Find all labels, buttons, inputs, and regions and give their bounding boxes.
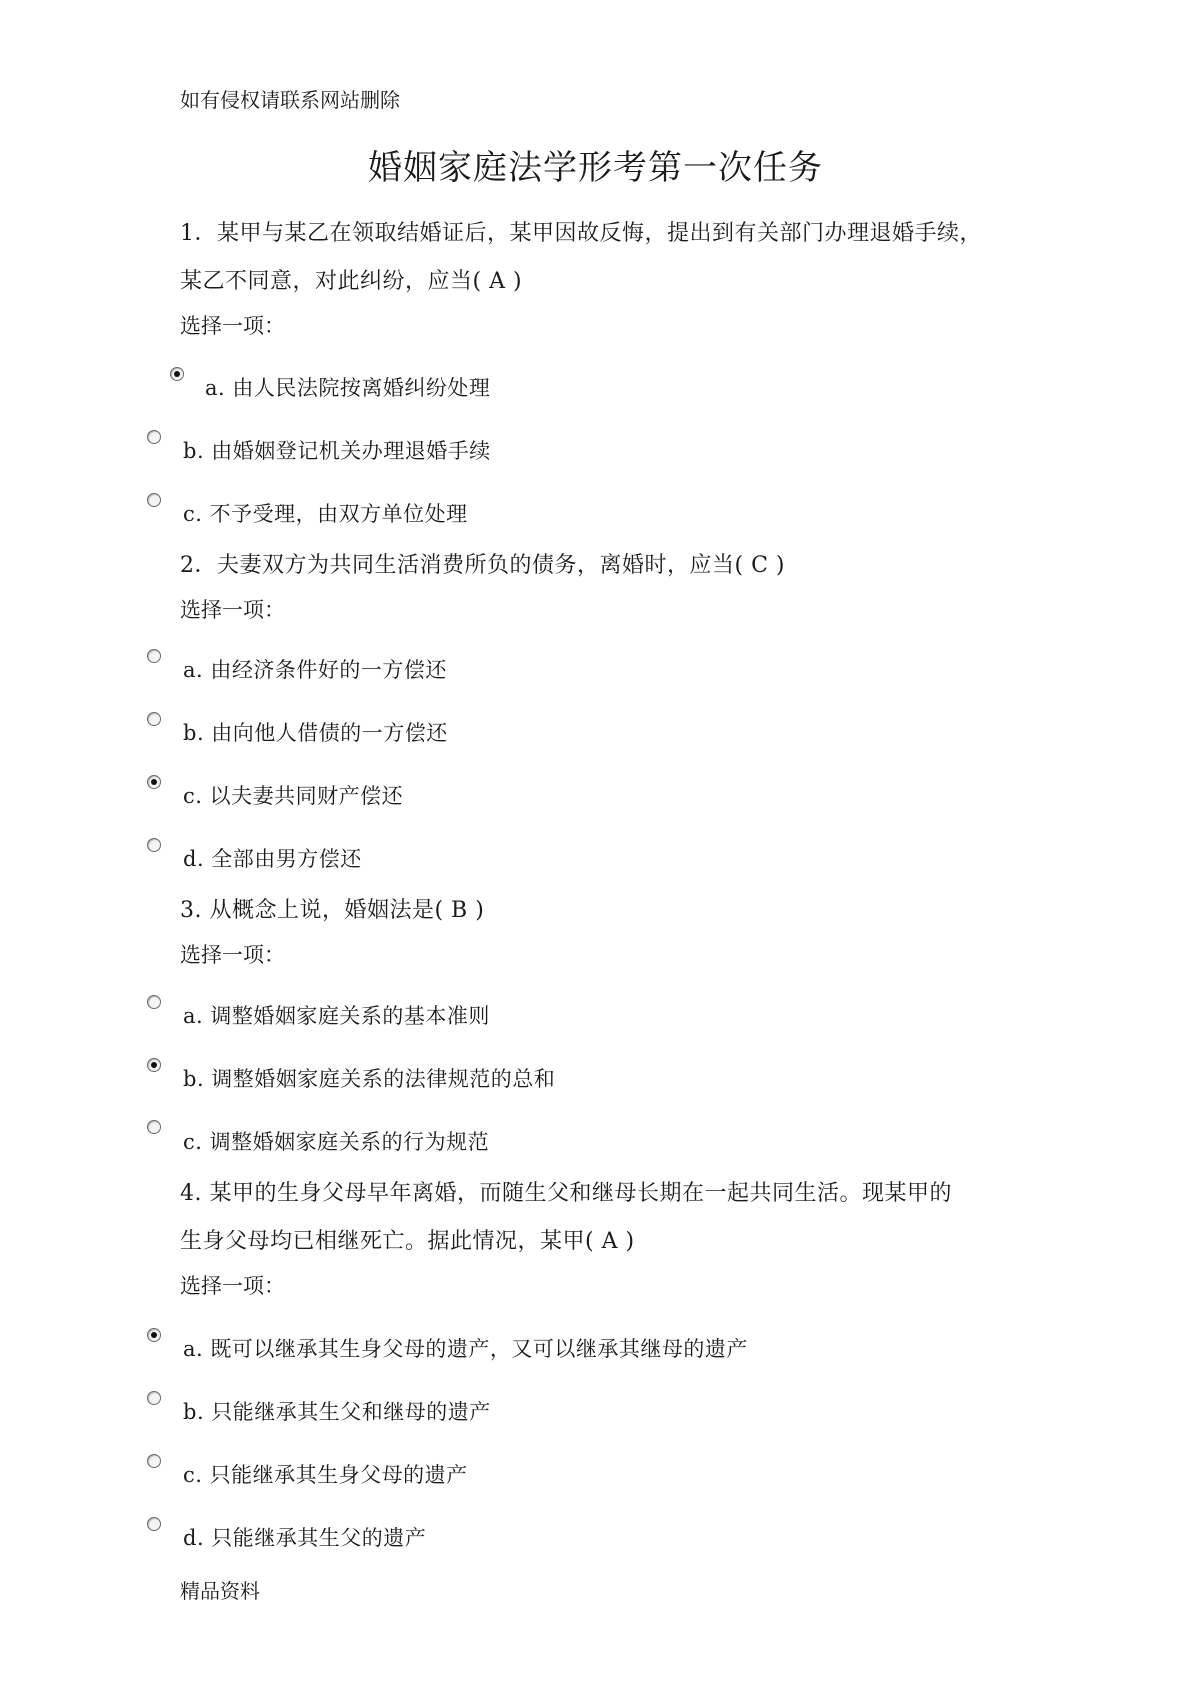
question-2-option-b-label: b. 由向他人借债的一方偿还 bbox=[183, 721, 448, 745]
question-4-option-c-radio[interactable] bbox=[147, 1454, 161, 1468]
question-2-option-a-radio[interactable] bbox=[147, 649, 161, 663]
question-4-option-b-radio[interactable] bbox=[147, 1391, 161, 1405]
question-1-line-2: 某乙不同意，对此纠纷，应当( A ) bbox=[180, 269, 523, 294]
page-title: 婚姻家庭法学形考第一次任务 bbox=[368, 148, 823, 188]
question-2-prompt: 选择一项： bbox=[180, 598, 285, 622]
question-4-option-a-label: a. 既可以继承其生身父母的遗产，又可以继承其继母的遗产 bbox=[183, 1337, 748, 1361]
question-1-option-c-label: c. 不予受理，由双方单位处理 bbox=[183, 502, 468, 526]
question-3-line-1: 3. 从概念上说，婚姻法是( B ) bbox=[180, 898, 485, 923]
question-4-line-1: 4. 某甲的生身父母早年离婚，而随生父和继母长期在一起共同生活。现某甲的 bbox=[180, 1181, 952, 1206]
question-2-option-b-radio[interactable] bbox=[147, 712, 161, 726]
question-2-option-d-radio[interactable] bbox=[147, 838, 161, 852]
question-1-option-a-label: a. 由人民法院按离婚纠纷处理 bbox=[205, 376, 491, 400]
footer-note: 精品资料 bbox=[180, 1579, 260, 1603]
question-1-line-1: 1．某甲与某乙在领取结婚证后，某甲因故反悔，提出到有关部门办理退婚手续， bbox=[180, 221, 982, 246]
header-note: 如有侵权请联系网站删除 bbox=[180, 88, 400, 112]
question-1-option-b-radio[interactable] bbox=[147, 430, 161, 444]
question-4-prompt: 选择一项： bbox=[180, 1274, 285, 1298]
question-3-option-b-label: b. 调整婚姻家庭关系的法律规范的总和 bbox=[183, 1067, 556, 1091]
question-2-option-a-label: a. 由经济条件好的一方偿还 bbox=[183, 658, 447, 682]
question-2-line-1: 2．夫妻双方为共同生活消费所负的债务，离婚时，应当( C ) bbox=[180, 553, 785, 578]
question-4-option-d-label: d. 只能继承其生父的遗产 bbox=[183, 1526, 427, 1550]
question-1-option-a-radio[interactable] bbox=[170, 367, 184, 381]
question-4-option-d-radio[interactable] bbox=[147, 1517, 161, 1531]
question-3-option-a-radio[interactable] bbox=[147, 995, 161, 1009]
question-2-option-c-label: c. 以夫妻共同财产偿还 bbox=[183, 784, 404, 808]
question-3-option-c-label: c. 调整婚姻家庭关系的行为规范 bbox=[183, 1130, 490, 1154]
question-3-option-a-label: a. 调整婚姻家庭关系的基本准则 bbox=[183, 1004, 490, 1028]
question-1-option-b-label: b. 由婚姻登记机关办理退婚手续 bbox=[183, 439, 491, 463]
question-2-option-d-label: d. 全部由男方偿还 bbox=[183, 847, 362, 871]
question-3-option-c-radio[interactable] bbox=[147, 1120, 161, 1134]
question-1-option-c-radio[interactable] bbox=[147, 493, 161, 507]
question-4-option-a-radio[interactable] bbox=[147, 1328, 161, 1342]
question-4-line-2: 生身父母均已相继死亡。据此情况，某甲( A ) bbox=[180, 1229, 635, 1254]
question-3-option-b-radio[interactable] bbox=[147, 1058, 161, 1072]
question-2-option-c-radio[interactable] bbox=[147, 775, 161, 789]
question-4-option-c-label: c. 只能继承其生身父母的遗产 bbox=[183, 1463, 468, 1487]
question-1-prompt: 选择一项： bbox=[180, 314, 285, 338]
question-3-prompt: 选择一项： bbox=[180, 943, 285, 967]
question-4-option-b-label: b. 只能继承其生父和继母的遗产 bbox=[183, 1400, 491, 1424]
